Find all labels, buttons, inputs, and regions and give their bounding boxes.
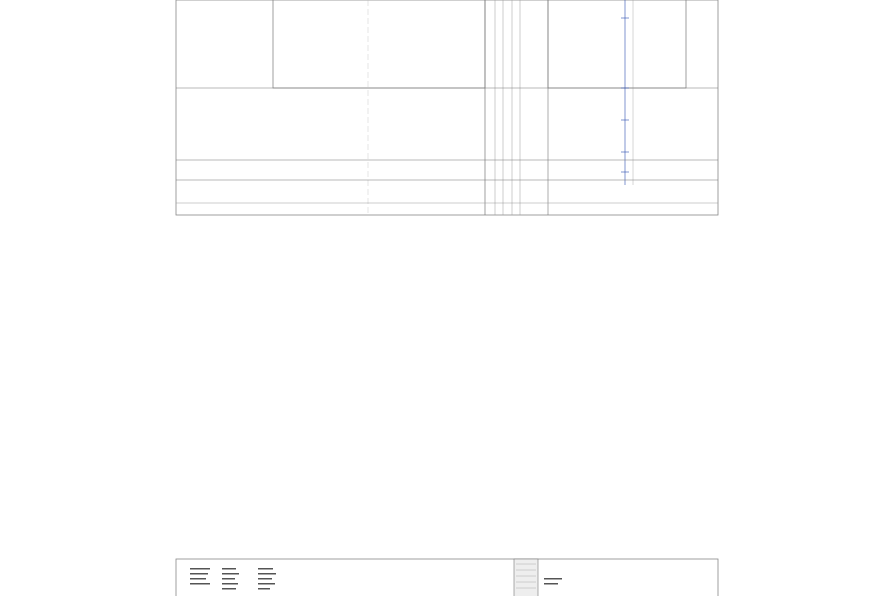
bottom-strip-column: [514, 559, 538, 596]
bottom-strip: [176, 559, 718, 596]
window-opening-right: [548, 0, 686, 88]
elevation-panel: [176, 0, 718, 215]
window-opening-left: [273, 0, 485, 88]
bottom-strip-frame: [176, 559, 718, 596]
